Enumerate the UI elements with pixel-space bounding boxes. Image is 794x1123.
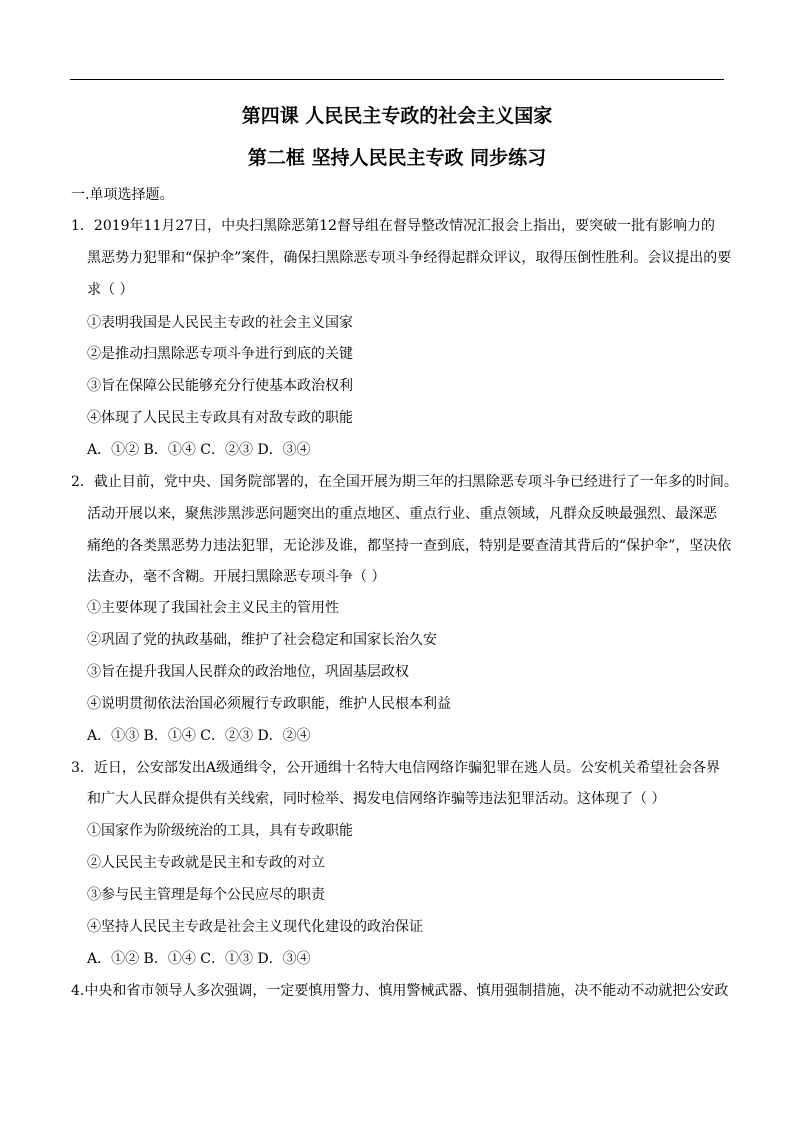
question-3-statement-2: ②人民民主专政就是民主和专政的对立 [87, 855, 325, 871]
question-2-statement-3: ③旨在提升我国人民群众的政治地位，巩固基层政权 [87, 664, 409, 680]
question-1-statement-3: ③旨在保障公民能够充分行使基本政治权利 [87, 378, 353, 394]
question-2-line-4: 法查办，毫不含糊。开展扫黑除恶专项斗争（ ） [87, 569, 386, 585]
question-1-line-2: 黑恶势力犯罪和“保护伞”案件，确保扫黑除恶专项斗争经得起群众评议，取得压倒性胜利。会议提出的要 [87, 250, 732, 266]
question-3-statement-4: ④坚持人民民主专政是社会主义现代化建设的政治保证 [87, 919, 423, 935]
section-heading: 一.单项选择题。 [71, 187, 174, 203]
question-2-line-2: 活动开展以来，聚焦涉黑涉恶问题突出的重点地区、重点行业、重点领域，凡群众反映最强烈、最深恶 [87, 506, 717, 522]
question-2-line-1: 2．截止目前，党中央、国务院部署的，在全国开展为期三年的扫黑除恶专项斗争已经进行了一年多的时间。 [71, 474, 738, 490]
page-title: 第四课 人民民主专政的社会主义国家 [241, 105, 553, 127]
question-1-statement-4: ④体现了人民民主专政具有对敌专政的职能 [87, 410, 353, 426]
question-2-statement-2: ②巩固了党的执政基础，维护了社会稳定和国家长治久安 [87, 632, 437, 648]
question-3-line-2: 和广大人民群众提供有关线索，同时检举、揭发电信网络诈骗等违法犯罪活动。这体现了（ ） [87, 791, 666, 807]
question-1-answer-options: A．①② B．①④ C．②③ D．③④ [87, 442, 311, 458]
header-rule [70, 79, 724, 80]
question-1-statement-1: ①表明我国是人民民主专政的社会主义国家 [87, 315, 353, 331]
question-3-statement-3: ③参与民主管理是每个公民应尽的职责 [87, 887, 325, 903]
question-1-line-1: 1．2019年11月27日，中央扫黑除恶第12督导组在督导整改情况汇报会上指出，要突破一批有影响力的 [71, 218, 715, 234]
question-4-line-1: 4.中央和省市领导人多次强调，一定要慎用警力、慎用警械武器、慎用强制措施，决不能动不动就把公安政 [71, 983, 729, 999]
question-2-statement-4: ④说明贯彻依法治国必须履行专政职能，维护人民根本利益 [87, 696, 451, 712]
question-3-answer-options: A．①② B．①④ C．①③ D．③④ [87, 951, 311, 967]
question-2-statement-1: ①主要体现了我国社会主义民主的管用性 [87, 600, 339, 616]
question-2-line-3: 痛绝的各类黑恶势力违法犯罪，无论涉及谁，都坚持一查到底，特别是要查清其背后的“保护伞”，坚决依 [87, 538, 732, 554]
question-1-statement-2: ②是推动扫黑除恶专项斗争进行到底的关键 [87, 346, 353, 362]
question-2-answer-options: A．①③ B．①④ C．②③ D．②④ [87, 728, 311, 744]
page-subtitle: 第二框 坚持人民民主专政 同步练习 [247, 147, 547, 169]
question-3-statement-1: ①国家作为阶级统治的工具，具有专政职能 [87, 823, 353, 839]
question-1-line-3: 求（ ） [87, 282, 134, 298]
question-3-line-1: 3．近日，公安部发出A级通缉令，公开通缉十名特大电信网络诈骗犯罪在逃人员。公安机关希望社会各界 [71, 760, 721, 776]
